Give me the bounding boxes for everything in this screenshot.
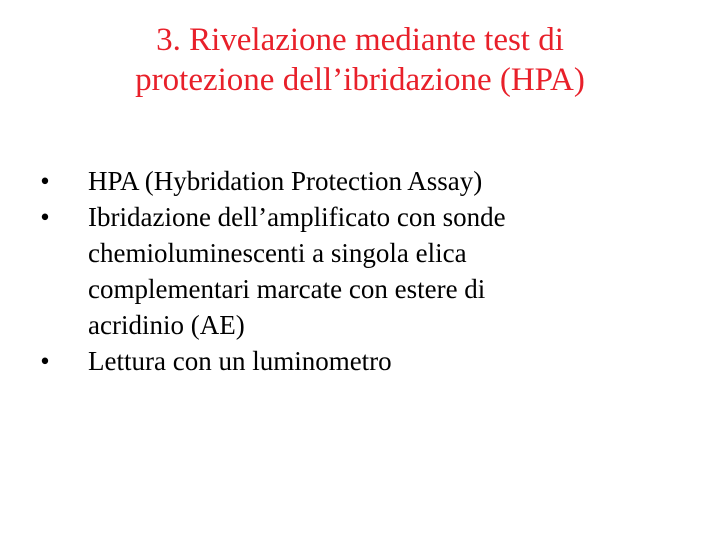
bullet-line: complementari marcate con estere di <box>88 274 486 304</box>
bullet-line: Lettura con un luminometro <box>88 346 392 376</box>
bullet-line: chemioluminescenti a singola elica <box>88 238 467 268</box>
bullet-text <box>88 199 690 343</box>
title-line-2: protezione dell’ibridazione (HPA) <box>135 62 585 98</box>
bullet-line: acridinio (AE) <box>88 310 245 340</box>
title-line-1: 3. Rivelazione mediante test di <box>156 22 564 58</box>
slide-title <box>60 20 660 100</box>
bullet-text <box>88 163 690 199</box>
bullet-item-ibridazione <box>30 199 690 343</box>
bullet-list <box>30 163 690 379</box>
bullet-dot: • <box>40 346 50 376</box>
bullet-line: HPA (Hybridation Protection Assay) <box>88 166 483 196</box>
bullet-item-hpa <box>30 163 690 199</box>
bullet-text <box>88 343 690 379</box>
bullet-line: Ibridazione dell’amplificato con sonde <box>88 202 506 232</box>
bullet-dot: • <box>40 202 50 232</box>
bullet-dot: • <box>40 166 50 196</box>
bullet-item-lettura <box>30 343 690 379</box>
